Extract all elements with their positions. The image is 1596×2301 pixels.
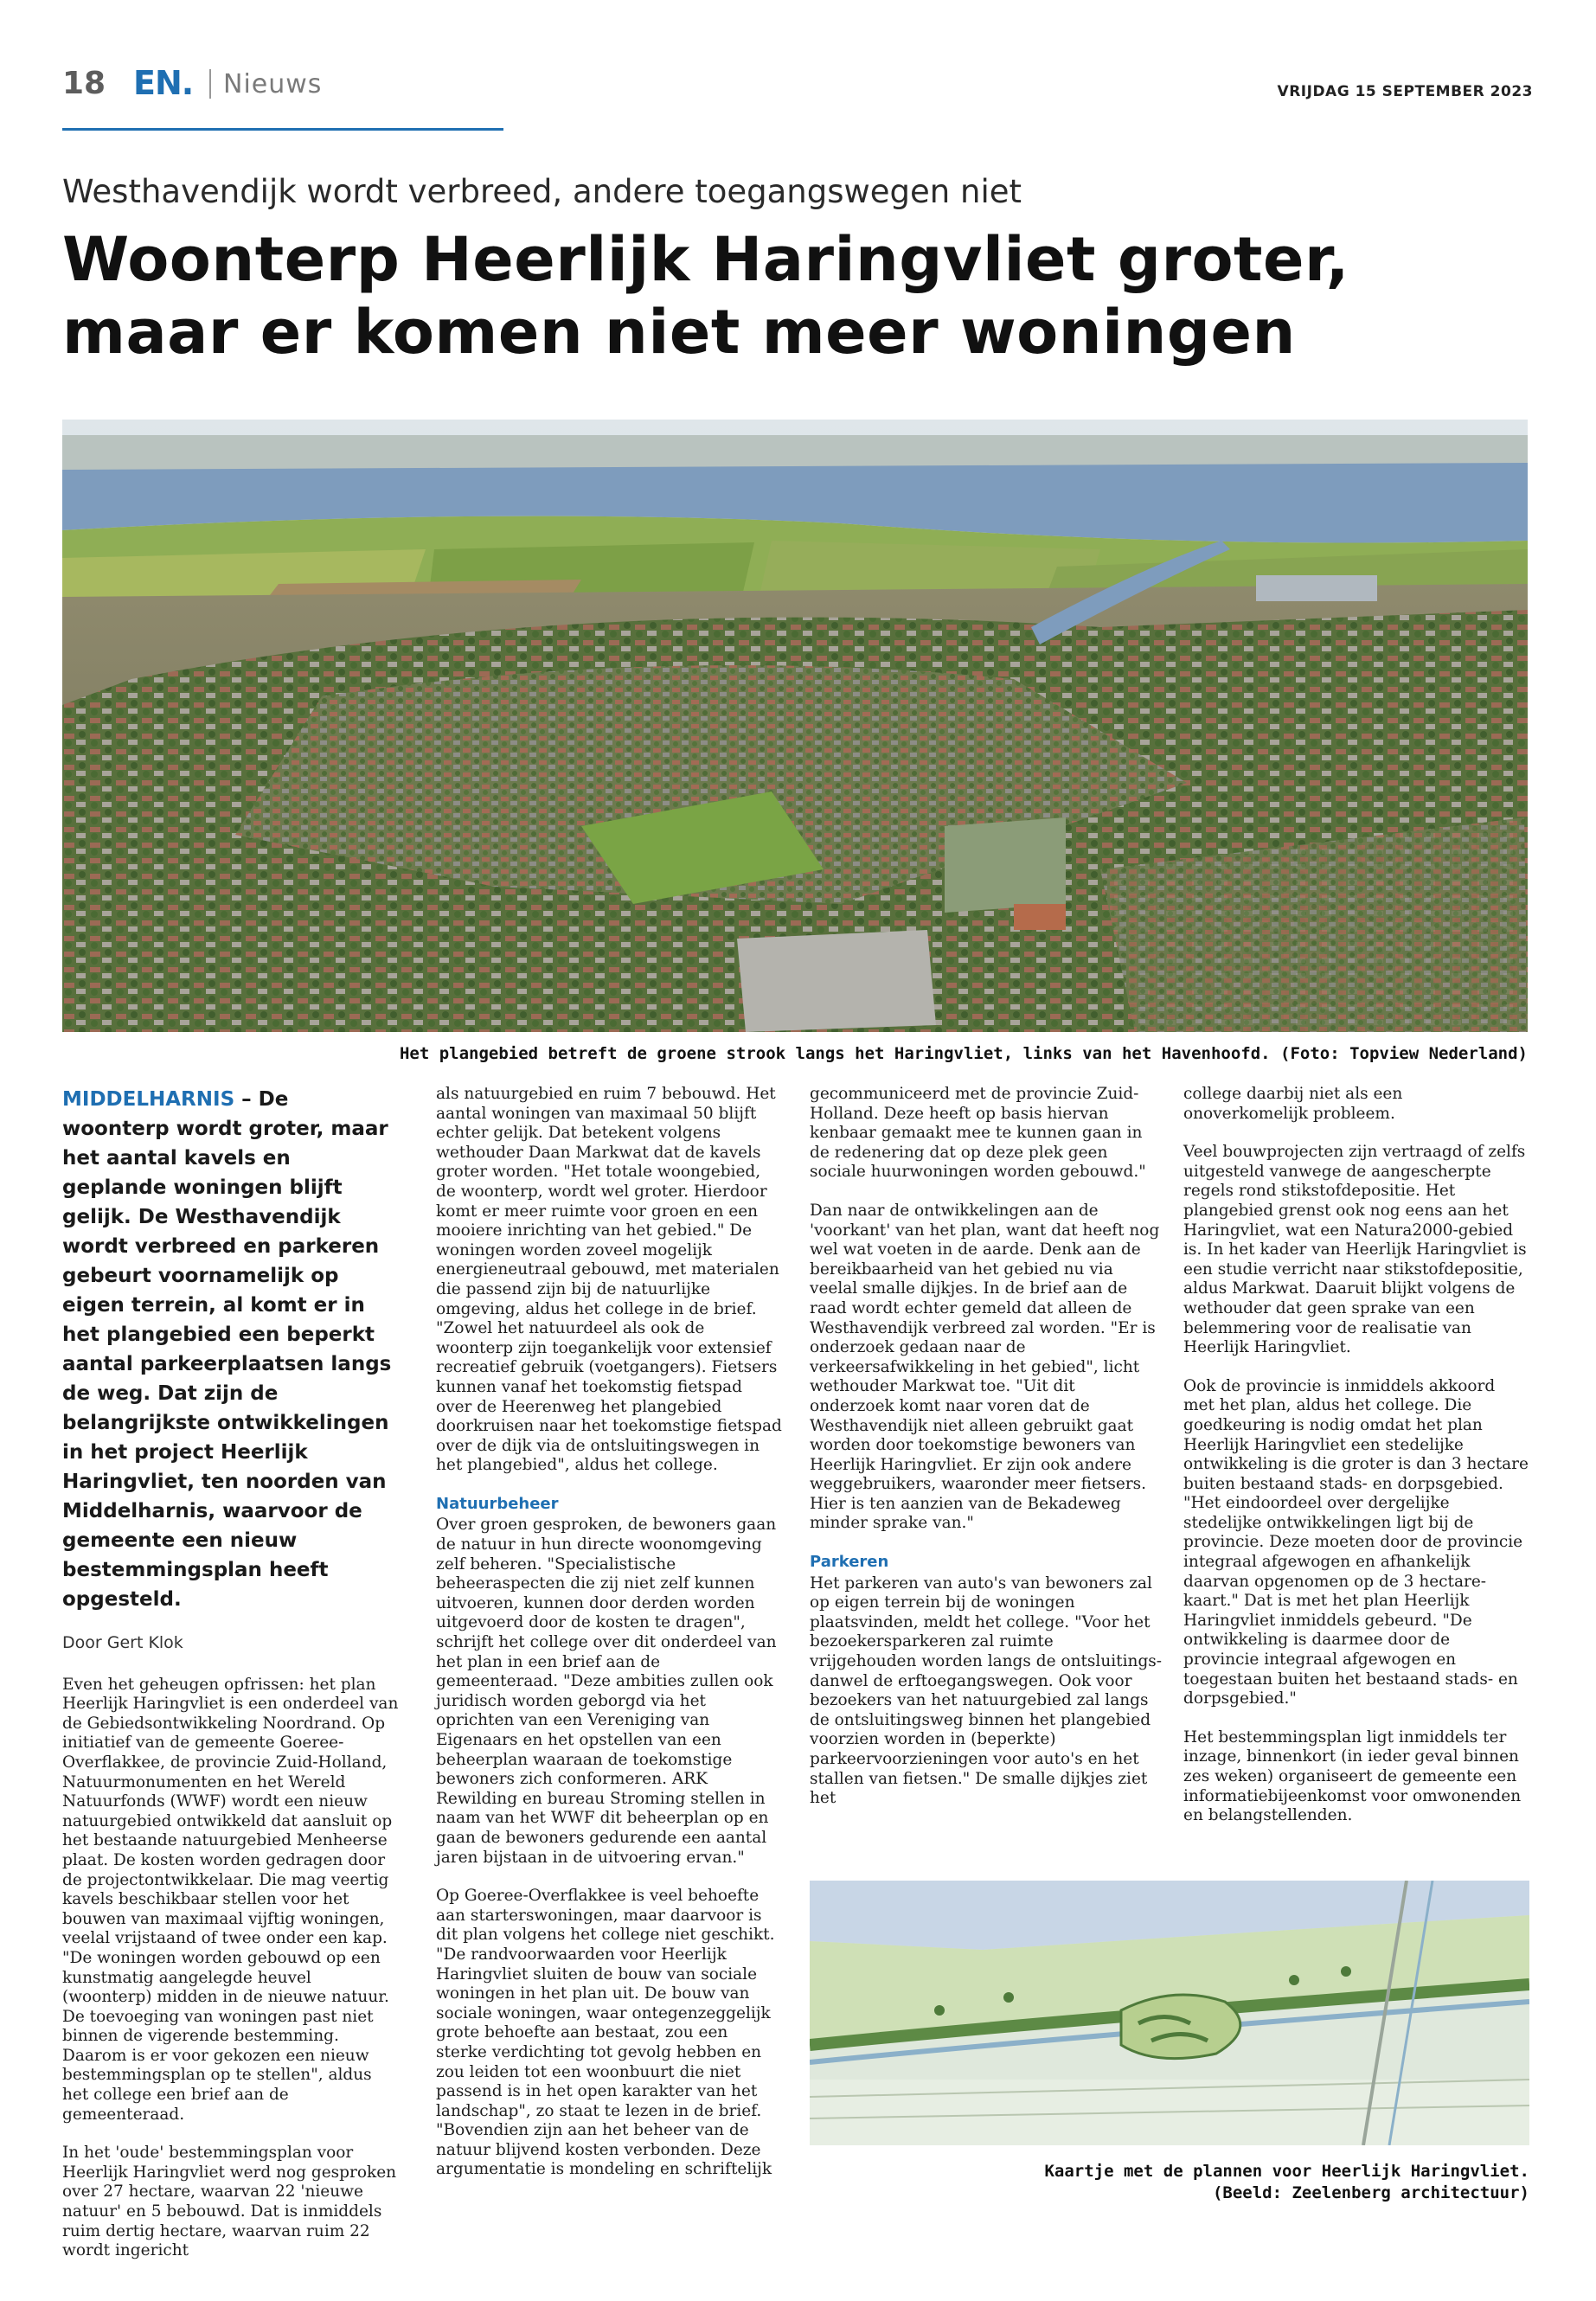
header-rule (62, 128, 503, 131)
paragraph: Veel bouwprojecten zijn vertraagd of zelfs uitgesteld vanwege de aangescherpte regels rond stikstofdepositie. Het plangebied grenst ook nog eens aan het Haringvliet, wat een Natura2000-gebied is. In het kader van Heerlijk Haringvliet is een studie verricht naar stikstofdepositie, aldus Markwat. Daaruit blijkt volgens de wethouder dat geen sprake van een belemmering voor de realisatie van Heerlijk Haringvliet. (1183, 1143, 1527, 1357)
dateline: MIDDELHARNIS (62, 1088, 235, 1111)
byline: Door Gert Klok (62, 1633, 183, 1652)
paragraph: gecommuniceerd met de provincie Zuid-Holland. Deze heeft op basis hiervan kenbaar gemaakt mee te kunnen gaan in de redenering dat op deze plek geen sociale huurwoningen worden gebouwd." (810, 1085, 1146, 1182)
paragraph: als natuurgebied en ruim 7 bebouwd. Het aantal woningen van maximaal 50 blijft echter gelijk. Dat betekent volgens wethouder Daan Markwat dat de kavels groter worden. "Het totale woongebied, de woonterp, wordt wel groter. Hierdoor komt er meer ruimte voor groen en een mooiere inrichting van het gebied." De woningen worden zoveel mogelijk energieneutraal gebouwd, met materialen die passend zijn bij de natuurlijke omgeving, aldus het college in de brief. "Zowel het natuurdeel als ook de woonterp zijn toegankelijk voor extensief recreatief gebruik (voetgangers). Fietsers kunnen vanaf het toekomstig fietspad over de Heerenweg het plangebied doorkruisen naar het toekomstige fietspad over de dijk via de ontsluitingswegen in het plangebied", aldus het college. (436, 1085, 782, 1475)
paragraph: college daarbij niet als een onoverkomelijk probleem. (1183, 1085, 1403, 1123)
paragraph: Het parkeren van auto's van bewoners zal op eigen terrein bij de woningen plaatsvinden, meldt het college. "Voor het bezoekersparkeren zal ruimte vrijgehouden worden langs de ontsluitings-danwel de erftoegangswegen. Ook voor bezoekers van het natuurgebied zal langs de ontsluitingsweg binnen het plangebied voorzien worden in (beperkte) parkeervoorzieningen voor auto's en het stallen van fietsen." De smalle dijkjes ziet het (810, 1574, 1163, 1808)
subhead-natuurbeheer: Natuurbeheer (436, 1494, 559, 1513)
headline-line-1: Woonterp Heerlijk Haringvliet groter, (62, 224, 1349, 295)
article-kicker: Westhavendijk wordt verbreed, andere toegangswegen niet (62, 173, 1022, 210)
map-caption (1044, 2161, 1529, 2204)
paragraph: In het 'oude' bestemmingsplan voor Heerlijk Haringvliet werd nog gesproken over 27 hectare, waarvan 22 'nieuwe natuur' en 5 bebouwd. Dat is inmiddels ruim dertig hectare, waarvan ruim 22 wordt ingericht (62, 2144, 397, 2260)
subhead-parkeren: Parkeren (810, 1553, 889, 1572)
map-caption-line-1: Kaartje met de plannen voor Heerlijk Haringvliet. (1044, 2162, 1529, 2181)
article-lead (62, 1085, 400, 1614)
plan-map-illustration (810, 1881, 1529, 2145)
article-column-3 (810, 1085, 1163, 1828)
issue-date: VRIJDAG 15 SEPTEMBER 2023 (1277, 83, 1533, 100)
paragraph: Op Goeree-Overflakkee is veel behoefte aan starterswoningen, maar daarvoor is dit plan volgens het college niet geschikt. "De randvoorwaarden voor Heerlijk Haringvliet sluiten de bouw van sociale woningen in het plan uit. De bouw van sociale woningen, waar ontegenzeggelijk grote behoefte aan bestaat, zou een sterke verdichting tot gevolg hebben en zou leiden tot een woonbuurt die niet passend is in het open karakter van het landschap", zo staat te lezen in de brief. "Bovendien zijn aan het beheer van de natuur blijvend kosten verbonden. Deze argumentatie is mondeling en schriftelijk (436, 1887, 775, 2179)
paragraph: Ook de provincie is inmiddels akkoord met het plan, aldus het college. Die goedkeuring is nodig omdat het plan Heerlijk Haringvliet een stedelijke ontwikkeling is die groter is dan 3 hectare buiten bestaand stads- en dorpsgebied. "Het eindoordeel over dergelijke stedelijke ontwikkelingen ligt bij de provincie. Deze moeten door de provincie integraal afgewogen en afhankelijk daarvan opgenomen op de 3 hectare-kaart." Dat is met het plan Heerlijk Haringvliet inmiddels gebeurd. "De ontwikkeling is daarmee door de provincie integraal afgewogen en toegestaan buiten het bestaand stads- en dorpsgebied." (1183, 1376, 1529, 1708)
plan-map (810, 1881, 1529, 2145)
paragraph: Dan naar de ontwikkelingen aan de 'voorkant' van het plan, want dat heeft nog wel wat voeten in de aarde. Denk aan de bereikbaarheid van het gebied nu via veelal smalle dijkjes. In de brief aan de raad wordt echter gemeld dat alleen de Westhavendijk verbreed zal worden. "Er is onderzoek gedaan naar de verkeersafwikkeling in het gebied", licht wethouder Markwat toe. "Uit dit onderzoek komt naar voren dat de Westhavendijk niet alleen gebruikt gaat worden door toekomstige bewoners van Heerlijk Haringvliet. Er zijn ook andere weggebruikers, waaronder meer fietsers. Hier is ten aanzien van de Bekadeweg minder sprake van." (810, 1201, 1160, 1533)
header-divider (209, 69, 211, 99)
section-name: Nieuws (223, 69, 323, 99)
photo-caption: Het plangebied betreft de groene strook langs het Haringvliet, links van het Havenhoofd. (Foto: Topview Nederland) (399, 1044, 1528, 1063)
paragraph: Over groen gesproken, de bewoners gaan de natuur in hun directe woonomgeving zelf beheren. "Specialistische beheeraspecten die zij niet zelf kunnen uitvoeren, kunnen door derden worden uitgevoerd door de kosten te dragen", schrijft het college over dit onderdeel van het plan in een brief aan de gemeenteraad. "Deze ambities zullen ook juridisch worden geborgd via het oprichten van een Vereniging van Eigenaars en het opstellen van een beheerplan waaraan de toekomstige bewoners zich conformeren. ARK Rewilding en bureau Stroming stellen in naam van het WWF dit beheerplan op en gaan de bewoners gedurende een aantal jaren bijstaan in de uitvoering ervan." (436, 1516, 777, 1867)
paragraph: Het bestemmingsplan ligt inmiddels ter inzage, binnenkort (in ieder geval binnen zes weken) organiseert de gemeente een informatiebijeenkomst voor omwonenden en belangstellenden. (1183, 1727, 1522, 1825)
article-column-1 (62, 1085, 400, 2280)
lead-text: – De woonterp wordt groter, maar het aantal kavels en geplande woningen blijft gelijk. De Westhavendijk wordt verbreed en parkeren gebeurt voornamelijk op eigen terrein, al komt er in het plangebied een beperkt aantal parkeerplaatsen langs de weg. Dat zijn de belangrijkste ontwikkelingen in het project Heerlijk Haringvliet, ten noorden van Middelharnis, waarvoor de gemeente een nieuw bestemmingsplan heeft opgesteld. (62, 1088, 392, 1611)
headline-line-2: maar er komen niet meer woningen (62, 297, 1296, 368)
page-number: 18 (62, 66, 106, 101)
map-caption-line-2: (Beeld: Zeelenberg architectuur) (1212, 2183, 1529, 2202)
article-column-2 (436, 1085, 782, 2199)
aerial-photo-illustration (62, 420, 1528, 1032)
paragraph: Even het geheugen opfrissen: het plan Heerlijk Haringvliet is een onderdeel van de Gebiedsontwikkeling Noordrand. Op initiatief van de gemeente Goeree-Overflakkee, de provincie Zuid-Holland, Natuurmonumenten en het Wereld Natuurfonds (WWF) wordt een nieuw natuurgebied ontwikkeld dat aansluit op het bestaande natuurgebied Menheerse plaat. De kosten worden gedragen door de projectontwikkelaar. Die mag veertig kavels beschikbaar stellen voor het bouwen van maximaal vijftig woningen, veelal vrijstaand of twee onder een kap. "De woningen worden gebouwd op een kunstmatig aangelegde heuvel (woonterp) midden in de nieuwe natuur. De toevoeging van woningen past niet binnen de vigerende bestemming. Daarom is er voor gekozen een nieuw bestemmingsplan op te stellen", aldus het college een brief aan de gemeenteraad. (62, 1675, 399, 2124)
article-column-4 (1183, 1085, 1529, 1845)
aerial-photo (62, 420, 1528, 1032)
newspaper-logo: EN. (133, 64, 194, 102)
page-header (62, 62, 1533, 114)
article-headline (62, 223, 1533, 369)
